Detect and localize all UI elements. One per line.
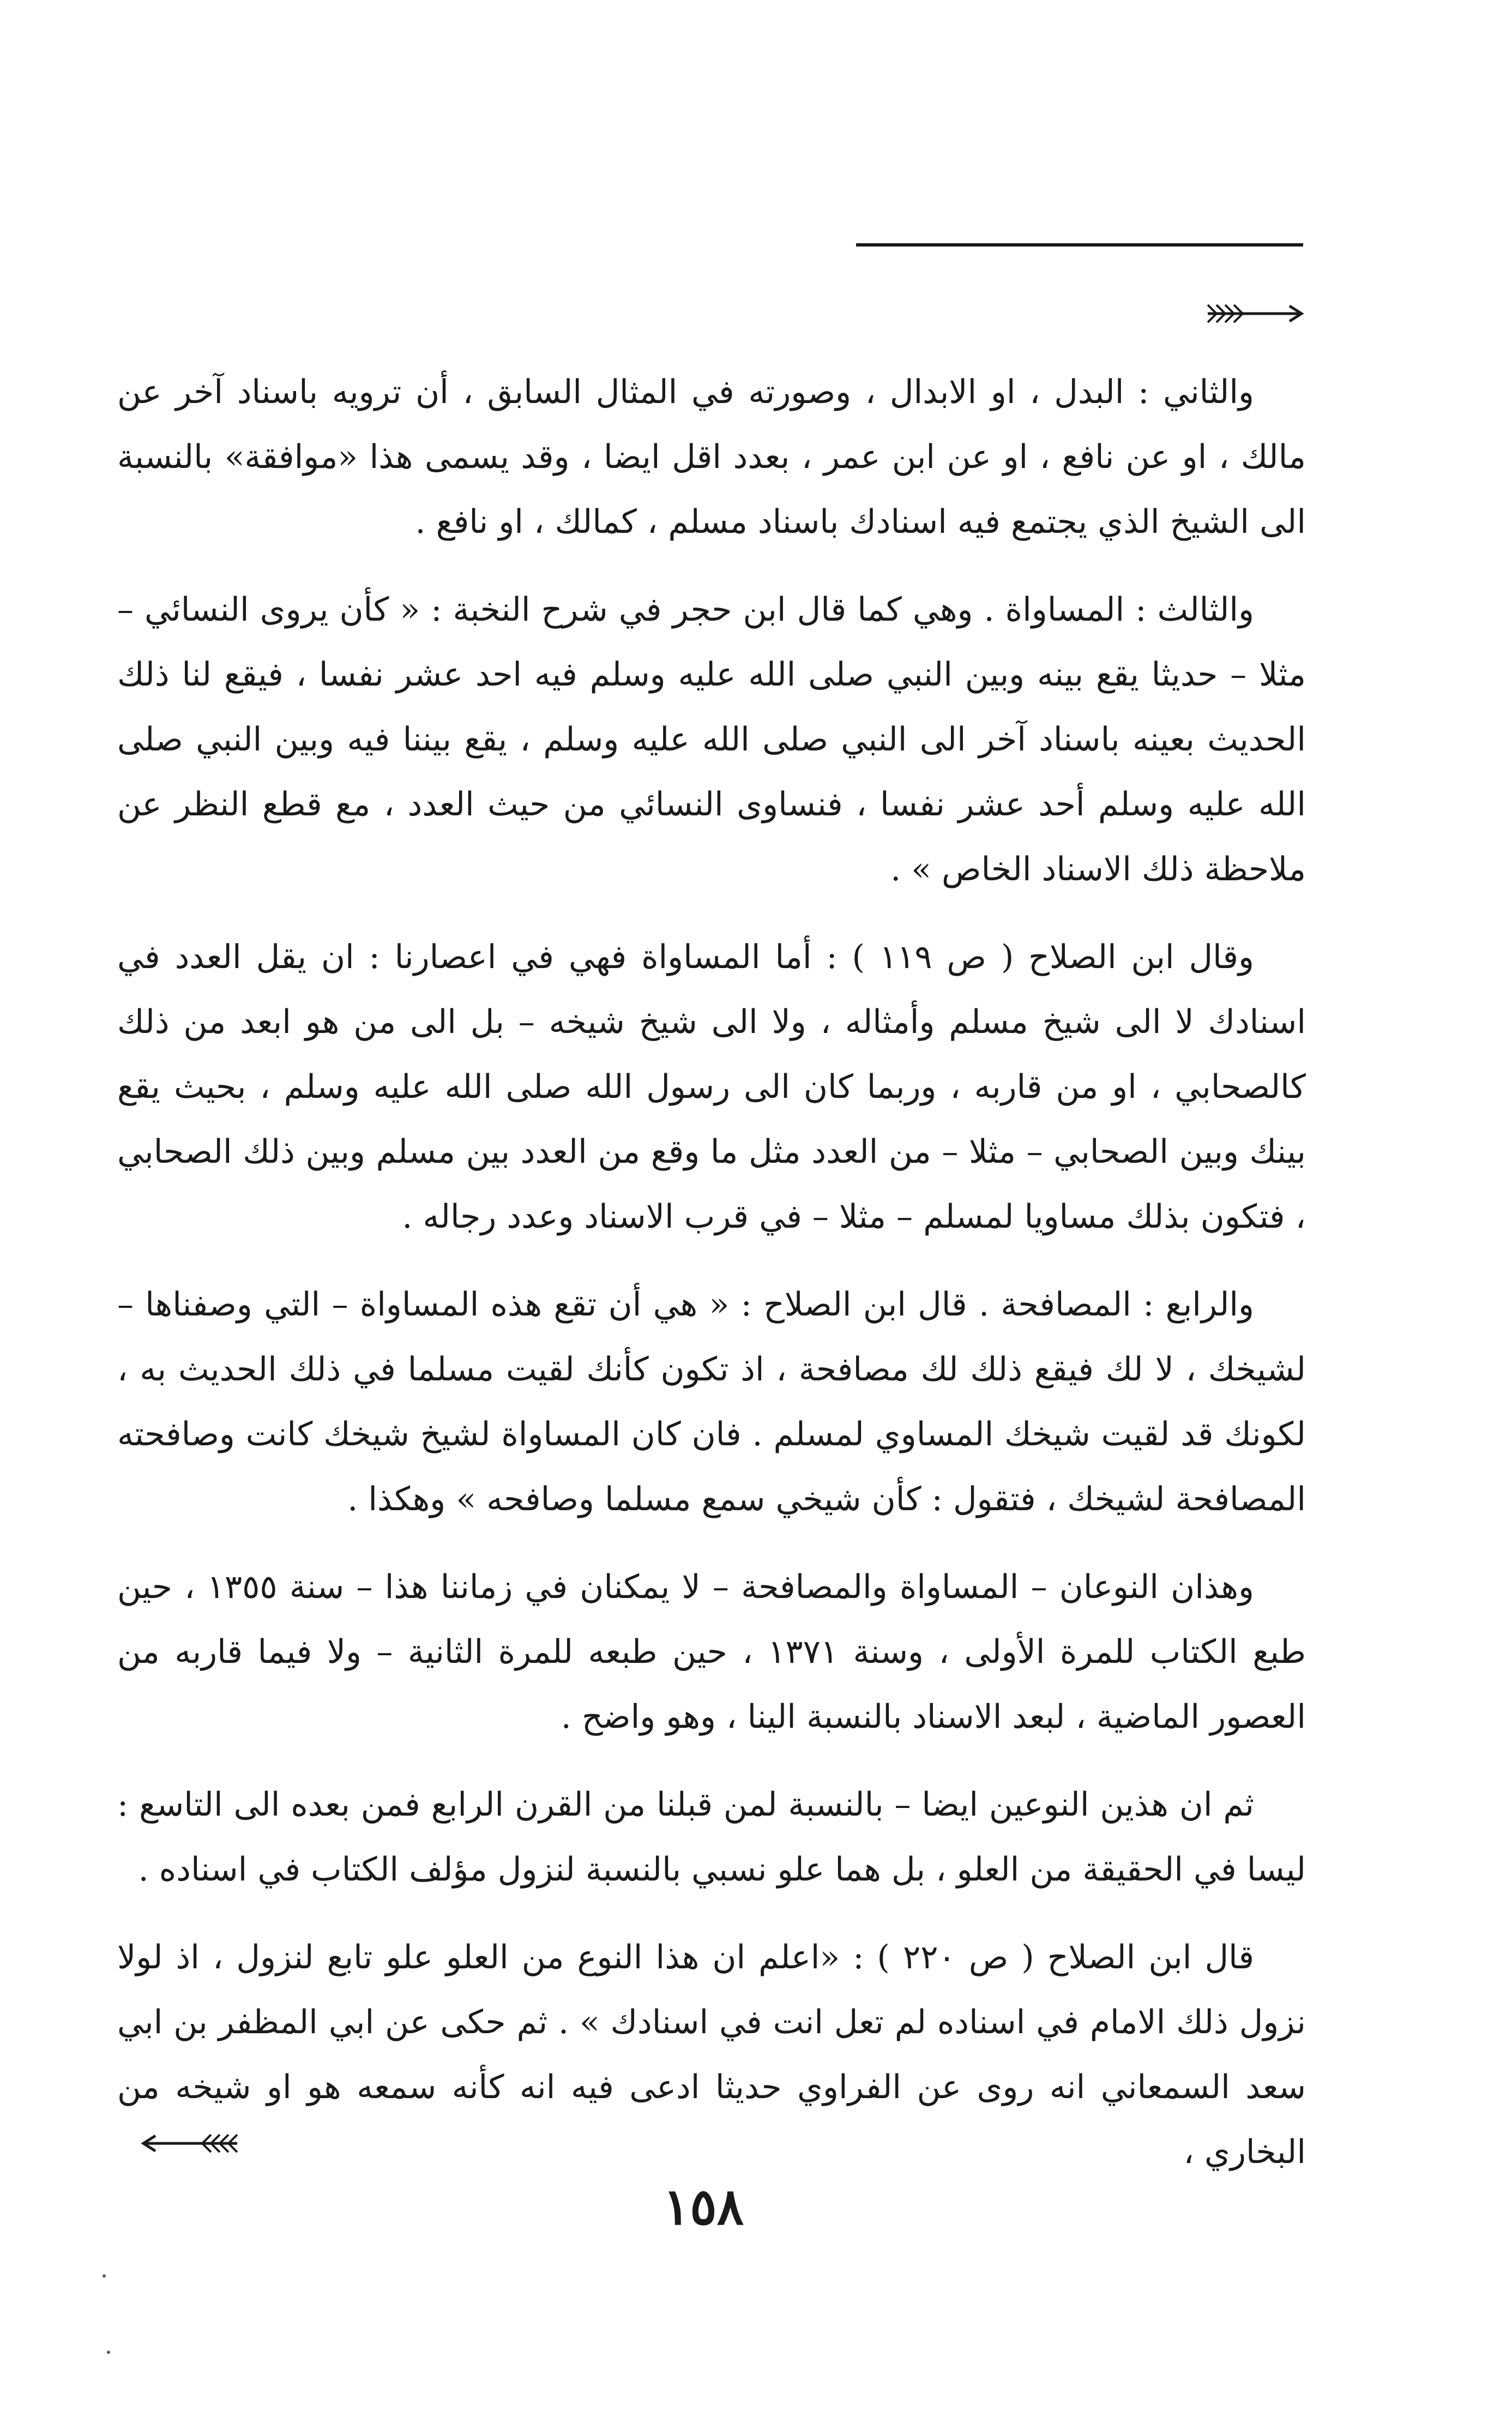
arrow-ornament-icon <box>1202 297 1306 330</box>
scan-speck <box>107 2351 110 2354</box>
paragraph-ibn-salah-musawah: وقال ابن الصلاح ( ص ١١٩ ) : أما المساواة فهي في اعصارنا : ان يقل العدد في اسنادك لا الى شيخ مسلم وأمثاله ، ولا الى شيخ شيخه – بل الى من هو ابعد من ذلك كالصحابي ، او من قاربه ، وربما كان الى رسول الله صلى الله عليه وسلم ، بحيث يقع بينك وبين الصحابي – مثلا – من العدد مثل ما وقع من العدد بين مسلم وبين ذلك الصحابي ، فتكون بذلك مساويا لمسلم – مثلا – في قرب الاسناد وعدد رجاله . <box>117 938 1306 1236</box>
body-text <box>117 360 1306 2208</box>
paragraph-relative-elevation: ثم ان هذين النوعين ايضا – بالنسبة لمن قبلنا من القرن الرابع فمن بعده الى التاسع : ليسا في الحقيقة من العلو ، بل هما علو نسبي بالنسبة لنزول مؤلف الكتاب في اسناده . <box>117 1786 1306 1889</box>
paragraph-two-types: وهذان النوعان – المساواة والمصافحة – لا يمكنان في زماننا هذا – سنة ١٣٥٥ ، حين طبع الكتاب للمرة الأولى ، وسنة ١٣٧١ ، حين طبعه للمرة الثانية – ولا فيما قاربه من العصور الماضية ، لبعد الاسناد بالنسبة الينا ، وهو واضح . <box>117 1568 1306 1736</box>
paragraph-ibn-salah-uluw: قال ابن الصلاح ( ص ٢٢٠ ) : «اعلم ان هذا النوع من العلو علو تابع لنزول ، اذ لولا نزول ذلك الامام في اسناده لم تعل انت في اسنادك » . ثم حكى عن ابي المظفر بن ابي سعد السمعاني انه روى عن الفراوي حديثا ادعى فيه انه كأنه سمعه هو او شيخه من البخاري ، <box>117 1938 1306 2171</box>
scan-speck <box>103 2274 106 2278</box>
paragraph-badal: والثاني : البدل ، او الابدال ، وصورته في المثال السابق ، أن ترويه باسناد آخر عن مالك ، او عن نافع ، او عن ابن عمر ، بعدد اقل ايضا ، وقد يسمى هذا «موافقة» بالنسبة الى الشيخ الذي يجتمع فيه اسنادك باسناد مسلم ، كمالك ، او نافع . <box>117 373 1306 541</box>
top-rule <box>856 243 1303 247</box>
paragraph-musawah: والثالث : المساواة . وهي كما قال ابن حجر في شرح النخبة : « كأن يروى النسائي – مثلا – حديثا يقع بينه وبين النبي صلى الله عليه وسلم فيه احد عشر نفسا ، فيقع لنا ذلك الحديث بعينه باسناد آخر الى النبي صلى الله عليه وسلم ، يقع بيننا فيه وبين النبي صلى الله عليه وسلم أحد عشر نفسا ، فنساوى النسائي من حيث العدد ، مع قطع النظر عن ملاحظة ذلك الاسناد الخاص » . <box>117 591 1306 888</box>
page-number: ١٥٨ <box>662 2177 744 2236</box>
paragraph-musafaha: والرابع : المصافحة . قال ابن الصلاح : « هي أن تقع هذه المساواة – التي وصفناها – لشيخك ، لا لك فيقع ذلك لك مصافحة ، اذ تكون كأنك لقيت مسلما في ذلك الحديث به ، لكونك قد لقيت شيخك المساوي لمسلم . فان كان المساواة لشيخ شيخك كانت وصافحته المصافحة لشيخك ، فتقول : كأن شيخي سمع مسلما وصافحه » وهكذا . <box>117 1285 1306 1518</box>
arrow-ornament-icon <box>139 2127 243 2160</box>
